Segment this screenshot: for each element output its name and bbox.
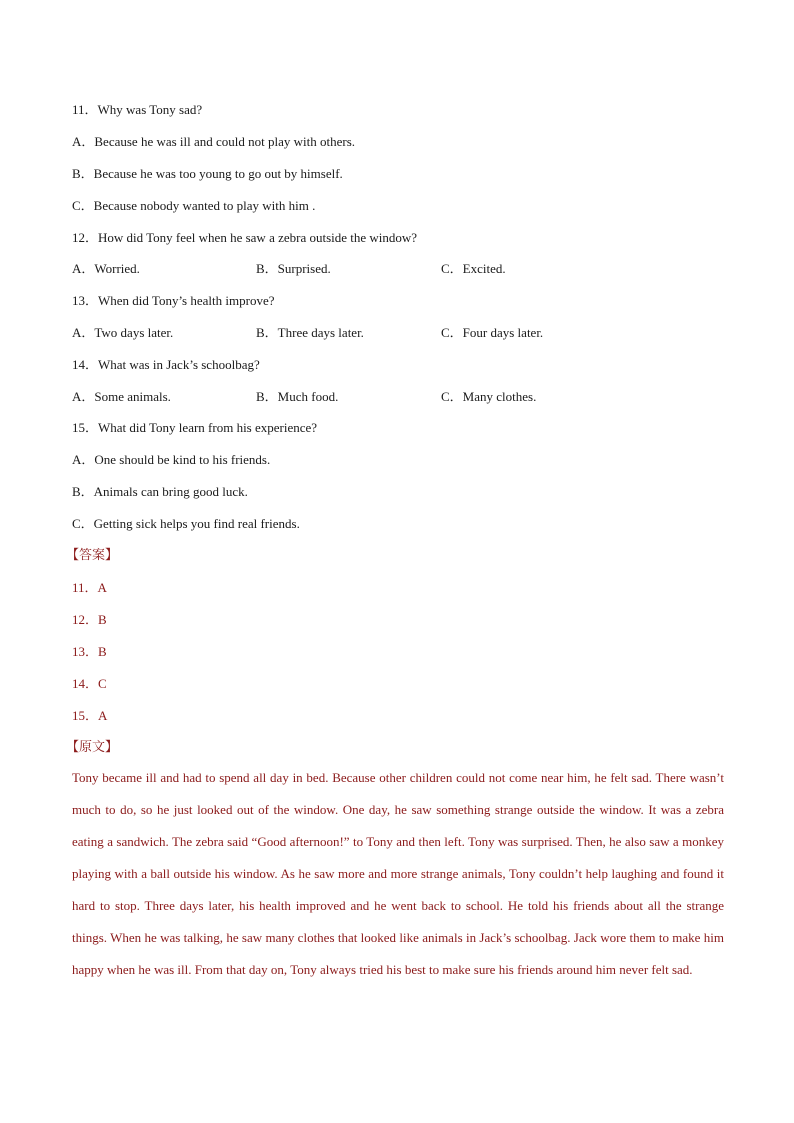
question-14-option-a: A．Some animals. — [72, 389, 171, 404]
question-14-stem: 14．What was in Jack’s schoolbag? — [72, 357, 260, 372]
question-13-option-a: A．Two days later. — [72, 325, 174, 340]
question-15-option-c: C．Getting sick helps you find real friends. — [72, 516, 300, 531]
question-14-option-c: C．Many clothes. — [441, 389, 537, 404]
question-15-option-b: B．Animals can bring good luck. — [72, 484, 248, 499]
question-13-option-b: B．Three days later. — [256, 325, 364, 340]
question-11-option-a: A．Because he was ill and could not play with others. — [72, 134, 356, 149]
answer-11: 11．A — [72, 580, 107, 595]
answer-12: 12．B — [72, 612, 107, 627]
question-12-option-b: B．Surprised. — [256, 261, 331, 276]
question-12-option-c: C．Excited. — [441, 261, 506, 276]
question-11-option-c: C．Because nobody wanted to play with him . — [72, 198, 316, 213]
answer-15: 15．A — [72, 708, 108, 723]
question-13-stem: 13．When did Tony’s health improve? — [72, 293, 275, 308]
question-15-stem: 15．What did Tony learn from his experience? — [72, 420, 318, 435]
question-11-stem: 11．Why was Tony sad? — [72, 102, 203, 117]
question-11-option-b: B．Because he was too young to go out by himself. — [72, 166, 343, 181]
answer-14: 14．C — [72, 676, 107, 691]
transcript-heading: 【原文】 — [66, 740, 119, 755]
transcript-paragraph: Tony became ill and had to spend all day in bed. Because other children could not come near him, he felt sad. There wasn’t much to do, so he just looked out of the window. One day, he saw something strange outside the window. It was a zebra eating a sandwich. The zebra said “Good afternoon!” to Tony and then left. Tony was surprised. Then, he also saw a monkey playing with a ball outside his window. As he saw more and more strange animals, Tony couldn’t help laughing and found it hard to stop. Three days later, his health improved and he went back to school. He told his friends about all the strange things. When he was talking, he saw many clothes that looked like animals in Jack’s schoolbag. Jack wore them to make him happy when he was ill. From that day on, Tony always tried his best to make sure his friends around him never felt sad. — [72, 770, 724, 977]
answer-13: 13．B — [72, 644, 107, 659]
question-15-option-a: A．One should be kind to his friends. — [72, 452, 271, 467]
question-13-option-c: C．Four days later. — [441, 325, 544, 340]
question-12-stem: 12．How did Tony feel when he saw a zebra outside the window? — [72, 230, 418, 245]
question-14-option-b: B．Much food. — [256, 389, 339, 404]
question-12-option-a: A．Worried. — [72, 261, 140, 276]
answer-heading: 【答案】 — [66, 548, 119, 563]
